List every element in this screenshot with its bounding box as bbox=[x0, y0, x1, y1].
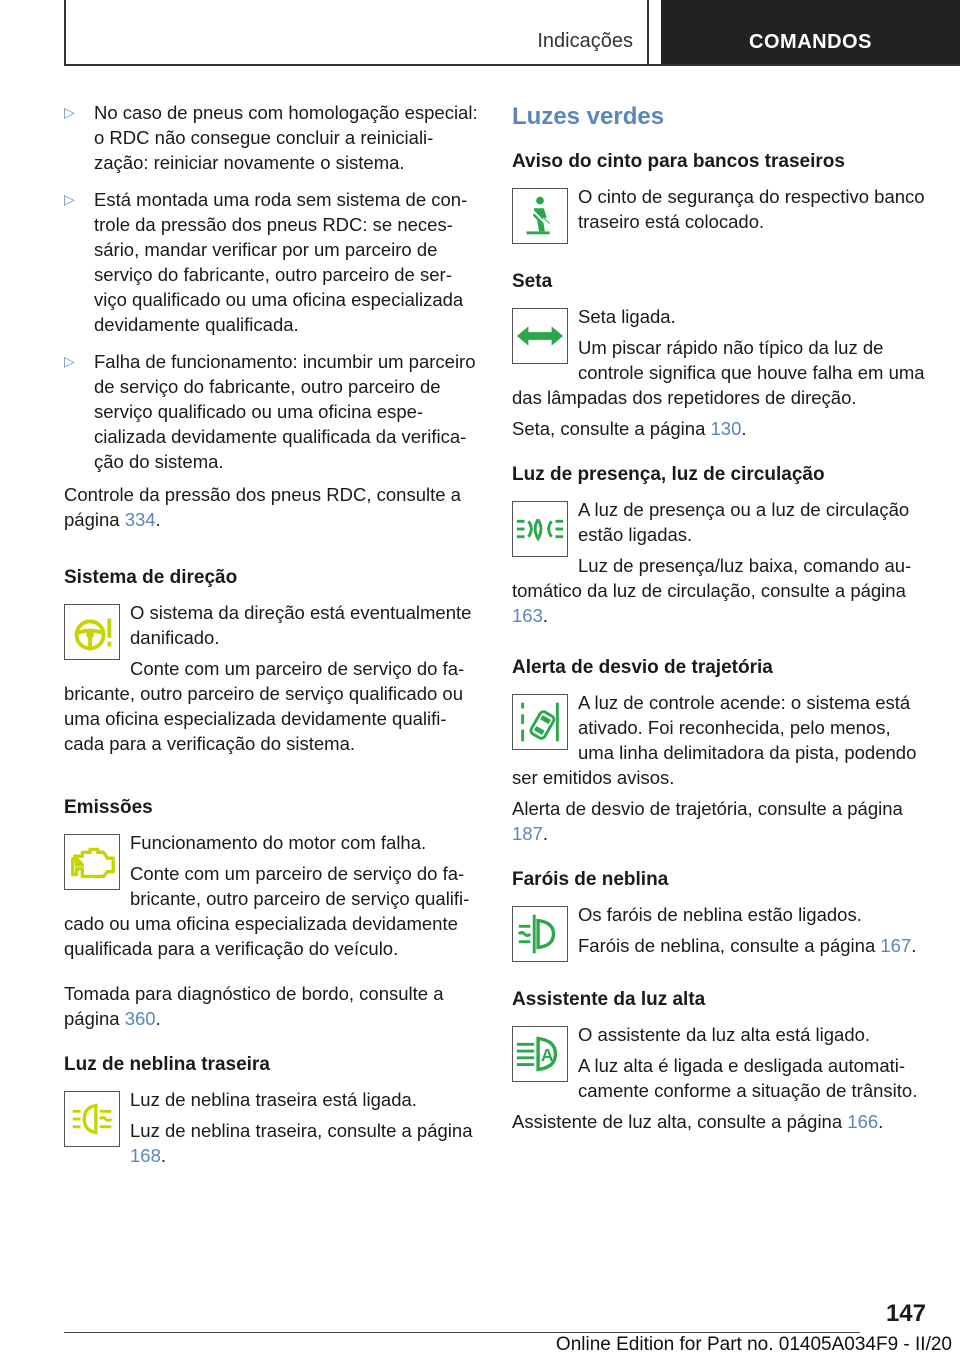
parking-light-section bbox=[512, 463, 926, 634]
bullet-item bbox=[64, 100, 478, 175]
section-title: Emissões bbox=[64, 797, 153, 818]
parking-text-1: A luz de presença ou a luz de circulação estão ligadas. bbox=[578, 499, 910, 545]
page-link[interactable]: 167 bbox=[880, 935, 912, 956]
page-link[interactable]: 163 bbox=[512, 605, 543, 626]
section-title: Luz de neblina traseira bbox=[64, 1054, 270, 1075]
bullet-item bbox=[64, 187, 478, 337]
page-link[interactable]: 187 bbox=[512, 823, 543, 844]
left-column bbox=[64, 100, 478, 1196]
section-title: Faróis de neblina bbox=[512, 869, 669, 890]
rear-fog-text-1: Luz de neblina traseira está ligada. bbox=[130, 1089, 417, 1110]
steering-text-2: Conte com um parceiro de serviço do fabricante, outro parceiro de serviço qualificado ou uma oficina especializada devidamente qualificada para a verificação do sistema. bbox=[64, 658, 465, 754]
bullet-item bbox=[64, 349, 478, 474]
seatbelt-icon bbox=[512, 188, 568, 244]
high-beam-section bbox=[512, 988, 926, 1134]
bullet-text: Está montada uma roda sem sistema de controle da pressão dos pneus RDC: se necessário, mandar verificar por um parceiro de serviço do fabricante, outro parceiro de serviço qualificado ou uma oficina especializada devidamente qualificada. bbox=[94, 189, 468, 335]
emissions-text-1: Funcionamento do motor com falha. bbox=[130, 832, 427, 853]
bullet-text: No caso de pneus com homologação especial: o RDC não consegue concluir a reinicialização: reiniciar novamente o sistema. bbox=[94, 102, 478, 173]
page-link[interactable]: 130 bbox=[710, 418, 742, 439]
front-fog-light-icon bbox=[512, 906, 568, 962]
fog-text-2: Faróis de neblina, consulte a página 167. bbox=[578, 935, 917, 956]
bullet-text: Falha de funcionamento: incumbir um parceiro de serviço do fabricante, outro parceiro de serviço qualificado ou uma oficina especializada devidamente qualificada da verificação do sistema. bbox=[94, 351, 476, 472]
turn-text-1: Seta ligada. bbox=[578, 306, 676, 327]
page-link[interactable]: 168 bbox=[130, 1145, 161, 1166]
emissions-text-2: Conte com um parceiro de serviço do fabricante, outro parceiro de serviço qualificado ou uma oficina especializada devidamente qualificada para a verificação do veículo. bbox=[64, 863, 470, 959]
section-title: Seta bbox=[512, 271, 553, 292]
turn-text-2: Um piscar rápido não típico da luz de controle significa que houve falha em uma das lâmpadas dos repetidores de direção. bbox=[512, 337, 925, 408]
header-chapter-tab bbox=[661, 0, 960, 66]
rear-fog-text-2: Luz de neblina traseira, consulte a página 168. bbox=[130, 1120, 473, 1166]
high-beam-reference: Assistente de luz alta, consulte a página 166. bbox=[512, 1111, 884, 1132]
section-title: Sistema de direção bbox=[64, 567, 238, 588]
lane-reference: Alerta de desvio de trajetória, consulte a página 187. bbox=[512, 798, 903, 844]
header-chapter-label: COMANDOS bbox=[749, 31, 872, 53]
header-section-tab bbox=[66, 0, 649, 64]
rdc-reference: Controle da pressão dos pneus RDC, consulte a página 334. bbox=[64, 484, 461, 530]
section-title: Assistente da luz alta bbox=[512, 989, 706, 1010]
page-link[interactable]: 334 bbox=[124, 509, 156, 530]
high-beam-text-1: O assistente da luz alta está ligado. bbox=[578, 1024, 871, 1045]
lane-departure-icon bbox=[512, 694, 568, 750]
emissions-section bbox=[64, 796, 478, 1031]
turn-reference: Seta, consulte a página 130. bbox=[512, 418, 747, 439]
high-beam-text-2: A luz alta é ligada e desligada automaticamente conforme a situação de trânsito. bbox=[578, 1055, 918, 1101]
parking-light-icon bbox=[512, 501, 568, 557]
turn-signal-section bbox=[512, 270, 926, 441]
triangle-bullet-icon: ▷ bbox=[64, 353, 75, 369]
steering-warning-icon bbox=[64, 604, 120, 660]
emissions-reference: Tomada para diagnóstico de bordo, consulte a página 360. bbox=[64, 983, 444, 1029]
lane-text-1: A luz de controle acende: o sistema está ativado. Foi reconhecida, pelo menos, uma linha delimitadora da pista, podendo ser emitidos avisos. bbox=[512, 692, 917, 788]
seatbelt-section bbox=[512, 150, 926, 248]
triangle-bullet-icon: ▷ bbox=[64, 191, 75, 207]
right-column bbox=[512, 100, 926, 1156]
fog-light-section bbox=[512, 868, 926, 966]
rear-fog-section bbox=[64, 1053, 478, 1174]
steering-section bbox=[64, 566, 478, 762]
lane-departure-section bbox=[512, 656, 926, 846]
green-lights-heading: Luzes verdes bbox=[512, 103, 665, 130]
high-beam-assist-icon bbox=[512, 1026, 568, 1082]
section-title: Aviso do cinto para bancos traseiros bbox=[512, 151, 845, 172]
svg-text:A: A bbox=[540, 1044, 554, 1065]
section-title: Alerta de desvio de trajetória bbox=[512, 657, 773, 678]
triangle-bullet-icon: ▷ bbox=[64, 104, 75, 120]
seatbelt-text-1: O cinto de segurança do respectivo banco traseiro está colocado. bbox=[578, 186, 925, 232]
footer-rule bbox=[64, 1332, 860, 1333]
turn-signal-arrows-icon bbox=[512, 308, 568, 364]
header-rule bbox=[64, 64, 960, 66]
header-section-label: Indicações bbox=[537, 30, 633, 52]
rear-fog-light-icon bbox=[64, 1091, 120, 1147]
fog-text-1: Os faróis de neblina estão ligados. bbox=[578, 904, 862, 925]
page-link[interactable]: 360 bbox=[124, 1008, 156, 1029]
parking-text-2: Luz de presença/luz baixa, comando automático da luz de circulação, consulte a página 163. bbox=[512, 555, 912, 626]
engine-icon bbox=[64, 834, 120, 890]
edition-note: Online Edition for Part no. 01405A034F9 - II/20 bbox=[555, 1334, 952, 1355]
section-title: Luz de presença, luz de circulação bbox=[512, 464, 825, 485]
page-link[interactable]: 166 bbox=[847, 1111, 879, 1132]
page-number: 147 bbox=[885, 1300, 926, 1327]
steering-text-1: O sistema da direção está eventualmente danificado. bbox=[130, 602, 472, 648]
